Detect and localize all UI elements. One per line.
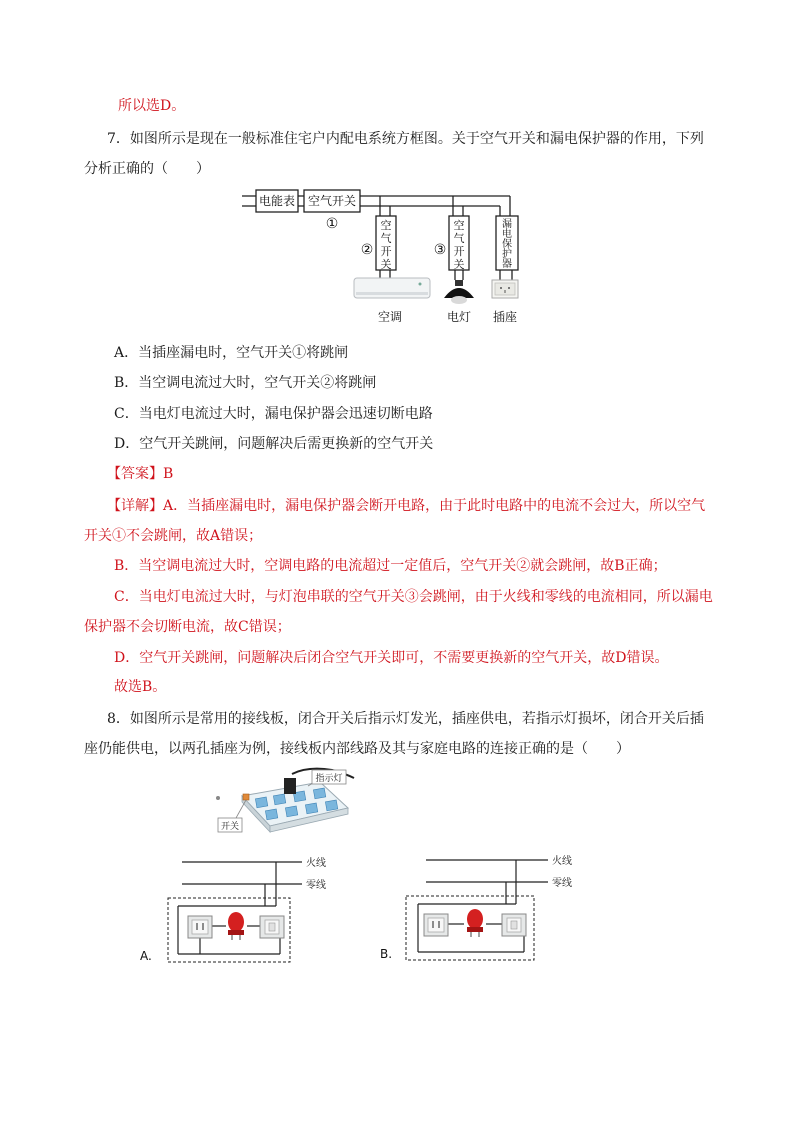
question-7-option-a: A．当插座漏电时，空气开关①将跳闸 <box>114 345 349 361</box>
rcd-char: 漏 <box>502 219 512 230</box>
meter-label: 电能表 <box>258 194 296 208</box>
branch1-switch-char: 空 <box>380 219 392 232</box>
circuit-option-a <box>130 846 350 972</box>
neutral-wire-label: 零线 <box>306 880 326 891</box>
question-7-conclusion: 故选B。 <box>114 679 167 695</box>
question-7-stem-line-1: 7．如图所示是现在一般标准住宅户内配电系统方框图。关于空气开关和漏电保护器的作用，下列 <box>107 131 704 147</box>
question-7-stem-line-2: 分析正确的（ ） <box>84 161 210 177</box>
branch1-switch-char: 气 <box>380 232 392 245</box>
indicator-lamp-icon <box>228 912 244 940</box>
rcd-char: 护 <box>502 249 512 260</box>
indicator-callout: 指示灯 <box>315 774 343 784</box>
neutral-wire-label: 零线 <box>552 878 572 889</box>
marker-2: ② <box>360 242 374 258</box>
branch2-switch-char: 空 <box>453 219 465 232</box>
socket-image <box>492 280 518 298</box>
switch-icon <box>260 916 284 938</box>
question-8-stem-line-2: 座仍能供电，以两孔插座为例，接线板内部线路及其与家庭电路的连接正确的是（ ） <box>84 741 630 757</box>
option-a-label: A. <box>140 949 152 963</box>
previous-conclusion: 所以选D。 <box>118 98 186 114</box>
rcd-char: 电 <box>502 229 512 240</box>
power-strip-image <box>208 764 356 836</box>
question-7-detail-line-2: 开关①不会跳闸，故A错误； <box>84 528 263 544</box>
branch2-switch-char: 开 <box>453 245 465 258</box>
branch2-switch-char: 关 <box>453 258 465 271</box>
rcd-char: 保 <box>502 239 512 250</box>
distribution-system-diagram <box>236 184 536 326</box>
marker-3: ③ <box>433 242 447 258</box>
branch1-switch-char: 开 <box>380 245 392 258</box>
question-7-option-b: B．当空调电流过大时，空气开关②将跳闸 <box>114 375 377 391</box>
question-8-stem-line-1: 8．如图所示是常用的接线板，闭合开关后指示灯发光，插座供电，若指示灯损坏，闭合开关后插 <box>107 711 704 727</box>
question-7-option-d: D．空气开关跳闸，问题解决后需更换新的空气开关 <box>114 436 434 452</box>
question-7-detail-line-4: C．当电灯电流过大时，与灯泡串联的空气开关③会跳闸，由于火线和零线的电流相同，所以漏电 <box>114 589 713 605</box>
indicator-lamp-icon <box>467 909 483 937</box>
question-7-detail-line-1: 【详解】A．当插座漏电时，漏电保护器会断开电路，由于此时电路中的电流不会过大，所以空气 <box>107 498 706 514</box>
main-switch-label: 空气开关 <box>307 194 357 208</box>
rcd-char: 器 <box>502 259 512 270</box>
switch-icon <box>502 914 526 936</box>
label-air-conditioner: 空调 <box>377 310 403 324</box>
label-lamp: 电灯 <box>446 310 472 324</box>
switch-callout: 开关 <box>220 822 240 832</box>
question-7-detail-line-6: D．空气开关跳闸，问题解决后闭合空气开关即可，不需要更换新的空气开关，故D错误。 <box>114 650 669 666</box>
branch1-switch-char: 关 <box>380 258 392 271</box>
question-7-detail-line-3: B．当空调电流过大时，空调电路的电流超过一定值后，空气开关②就会跳闸，故B正确； <box>114 558 667 574</box>
lamp-image <box>444 280 474 304</box>
live-wire-label: 火线 <box>552 856 572 867</box>
question-7-detail-line-5: 保护器不会切断电流，故C错误； <box>84 619 291 635</box>
air-conditioner-image <box>354 278 430 298</box>
socket-two-hole-icon <box>188 916 212 938</box>
socket-two-hole-icon <box>424 914 448 936</box>
option-b-label: B. <box>380 947 393 961</box>
label-socket: 插座 <box>492 310 518 324</box>
marker-1: ① <box>325 216 339 232</box>
live-wire-label: 火线 <box>306 858 326 869</box>
question-7-answer: 【答案】B <box>107 466 174 482</box>
circuit-option-b <box>376 846 596 972</box>
question-7-option-c: C．当电灯电流过大时，漏电保护器会迅速切断电路 <box>114 406 433 422</box>
branch2-switch-char: 气 <box>453 232 465 245</box>
